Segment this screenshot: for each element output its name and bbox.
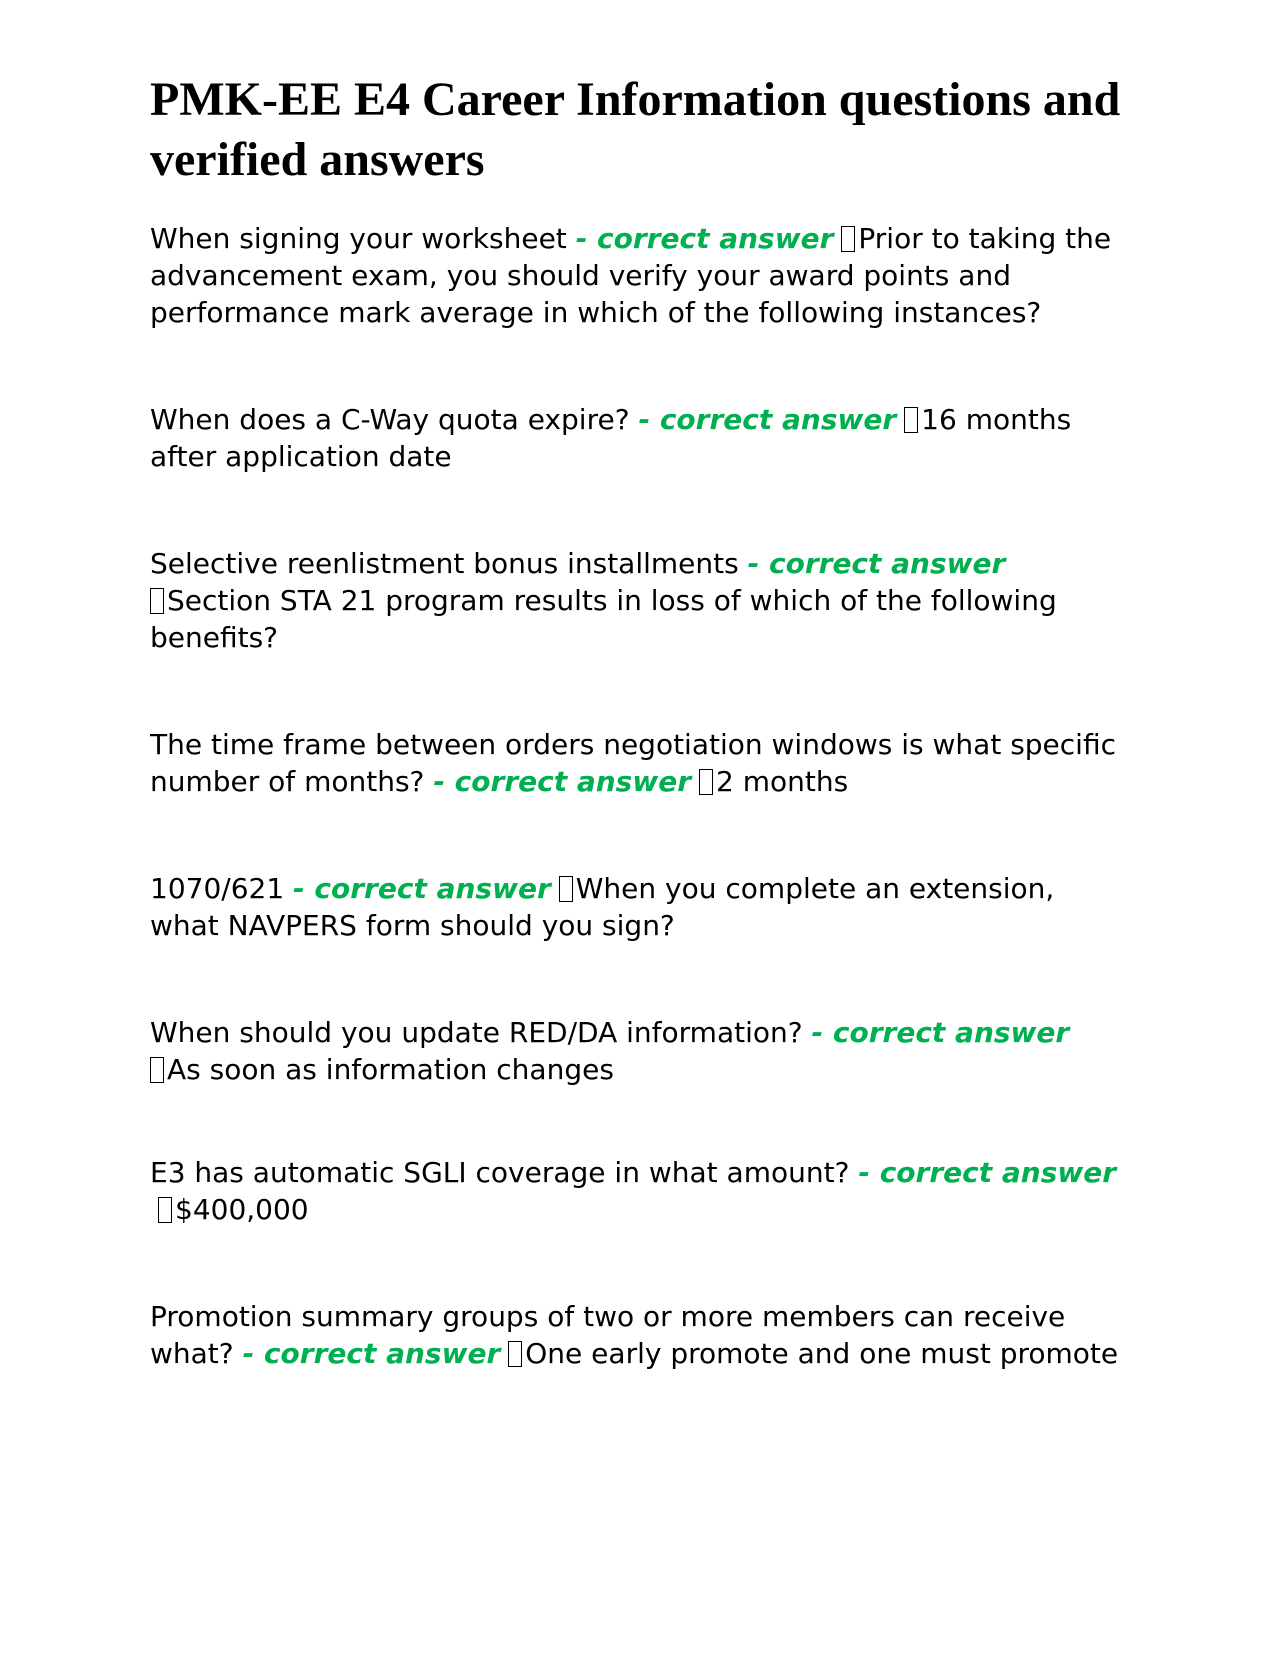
qa-tail-text: Section STA 21 program results in loss of which of the following benefits? — [150, 584, 1057, 654]
qa-lead-text: When signing your worksheet — [150, 222, 567, 255]
qa-lead-text: When should you update RED/DA information? — [150, 1016, 803, 1049]
correct-answer-marker: - correct answer — [433, 765, 692, 798]
correct-answer-marker: - correct answer — [747, 547, 1006, 580]
qa-item — [150, 401, 1130, 475]
correct-answer-marker: - correct answer — [858, 1156, 1117, 1189]
missing-glyph-icon — [559, 876, 573, 902]
correct-answer-marker: - correct answer — [575, 222, 834, 255]
document-title: PMK-EE E4 Career Information questions and verified answers — [150, 73, 1121, 186]
qa-item — [150, 1298, 1130, 1372]
qa-lead-text: E3 has automatic SGLI coverage in what amount? — [150, 1156, 850, 1189]
qa-tail-text: Prior to taking the advancement exam, you should verify your award points and performance mark average in which of the following instances? — [150, 222, 1112, 329]
qa-item — [150, 870, 1130, 944]
correct-answer-marker: - correct answer — [242, 1337, 501, 1370]
qa-item — [150, 220, 1130, 331]
missing-glyph-icon — [158, 1197, 172, 1223]
document-page — [150, 70, 1130, 1372]
missing-glyph-icon — [150, 1057, 164, 1083]
missing-glyph-icon — [699, 769, 713, 795]
correct-answer-marker: - correct answer — [811, 1016, 1070, 1049]
qa-item — [150, 545, 1130, 656]
qa-item — [150, 1014, 1130, 1088]
qa-tail-text: 16 months after application date — [150, 403, 1072, 473]
missing-glyph-icon — [150, 588, 164, 614]
qa-lead-text: Selective reenlistment bonus installments — [150, 547, 739, 580]
qa-lead-text: When does a C-Way quota expire? — [150, 403, 630, 436]
qa-tail-text: When you complete an extension, what NAVPERS form should you sign? — [150, 872, 1055, 942]
missing-glyph-icon — [841, 226, 855, 252]
qa-lead-text: Promotion summary groups of two or more members can receive what? — [150, 1300, 1066, 1370]
qa-tail-text: $400,000 — [175, 1193, 309, 1226]
qa-lead-text: 1070/621 — [150, 872, 285, 905]
correct-answer-marker: - correct answer — [293, 872, 551, 905]
qa-item — [150, 726, 1130, 800]
qa-tail-text: One early promote and one must promote — [525, 1337, 1119, 1370]
qa-item — [150, 1154, 1130, 1228]
correct-answer-marker: - correct answer — [638, 403, 897, 436]
qa-lead-text: The time frame between orders negotiation windows is what specific number of months? — [150, 728, 1116, 798]
missing-glyph-icon — [508, 1341, 522, 1367]
missing-glyph-icon — [904, 407, 918, 433]
qa-tail-text: 2 months — [716, 765, 849, 798]
qa-tail-text: As soon as information changes — [167, 1053, 614, 1086]
